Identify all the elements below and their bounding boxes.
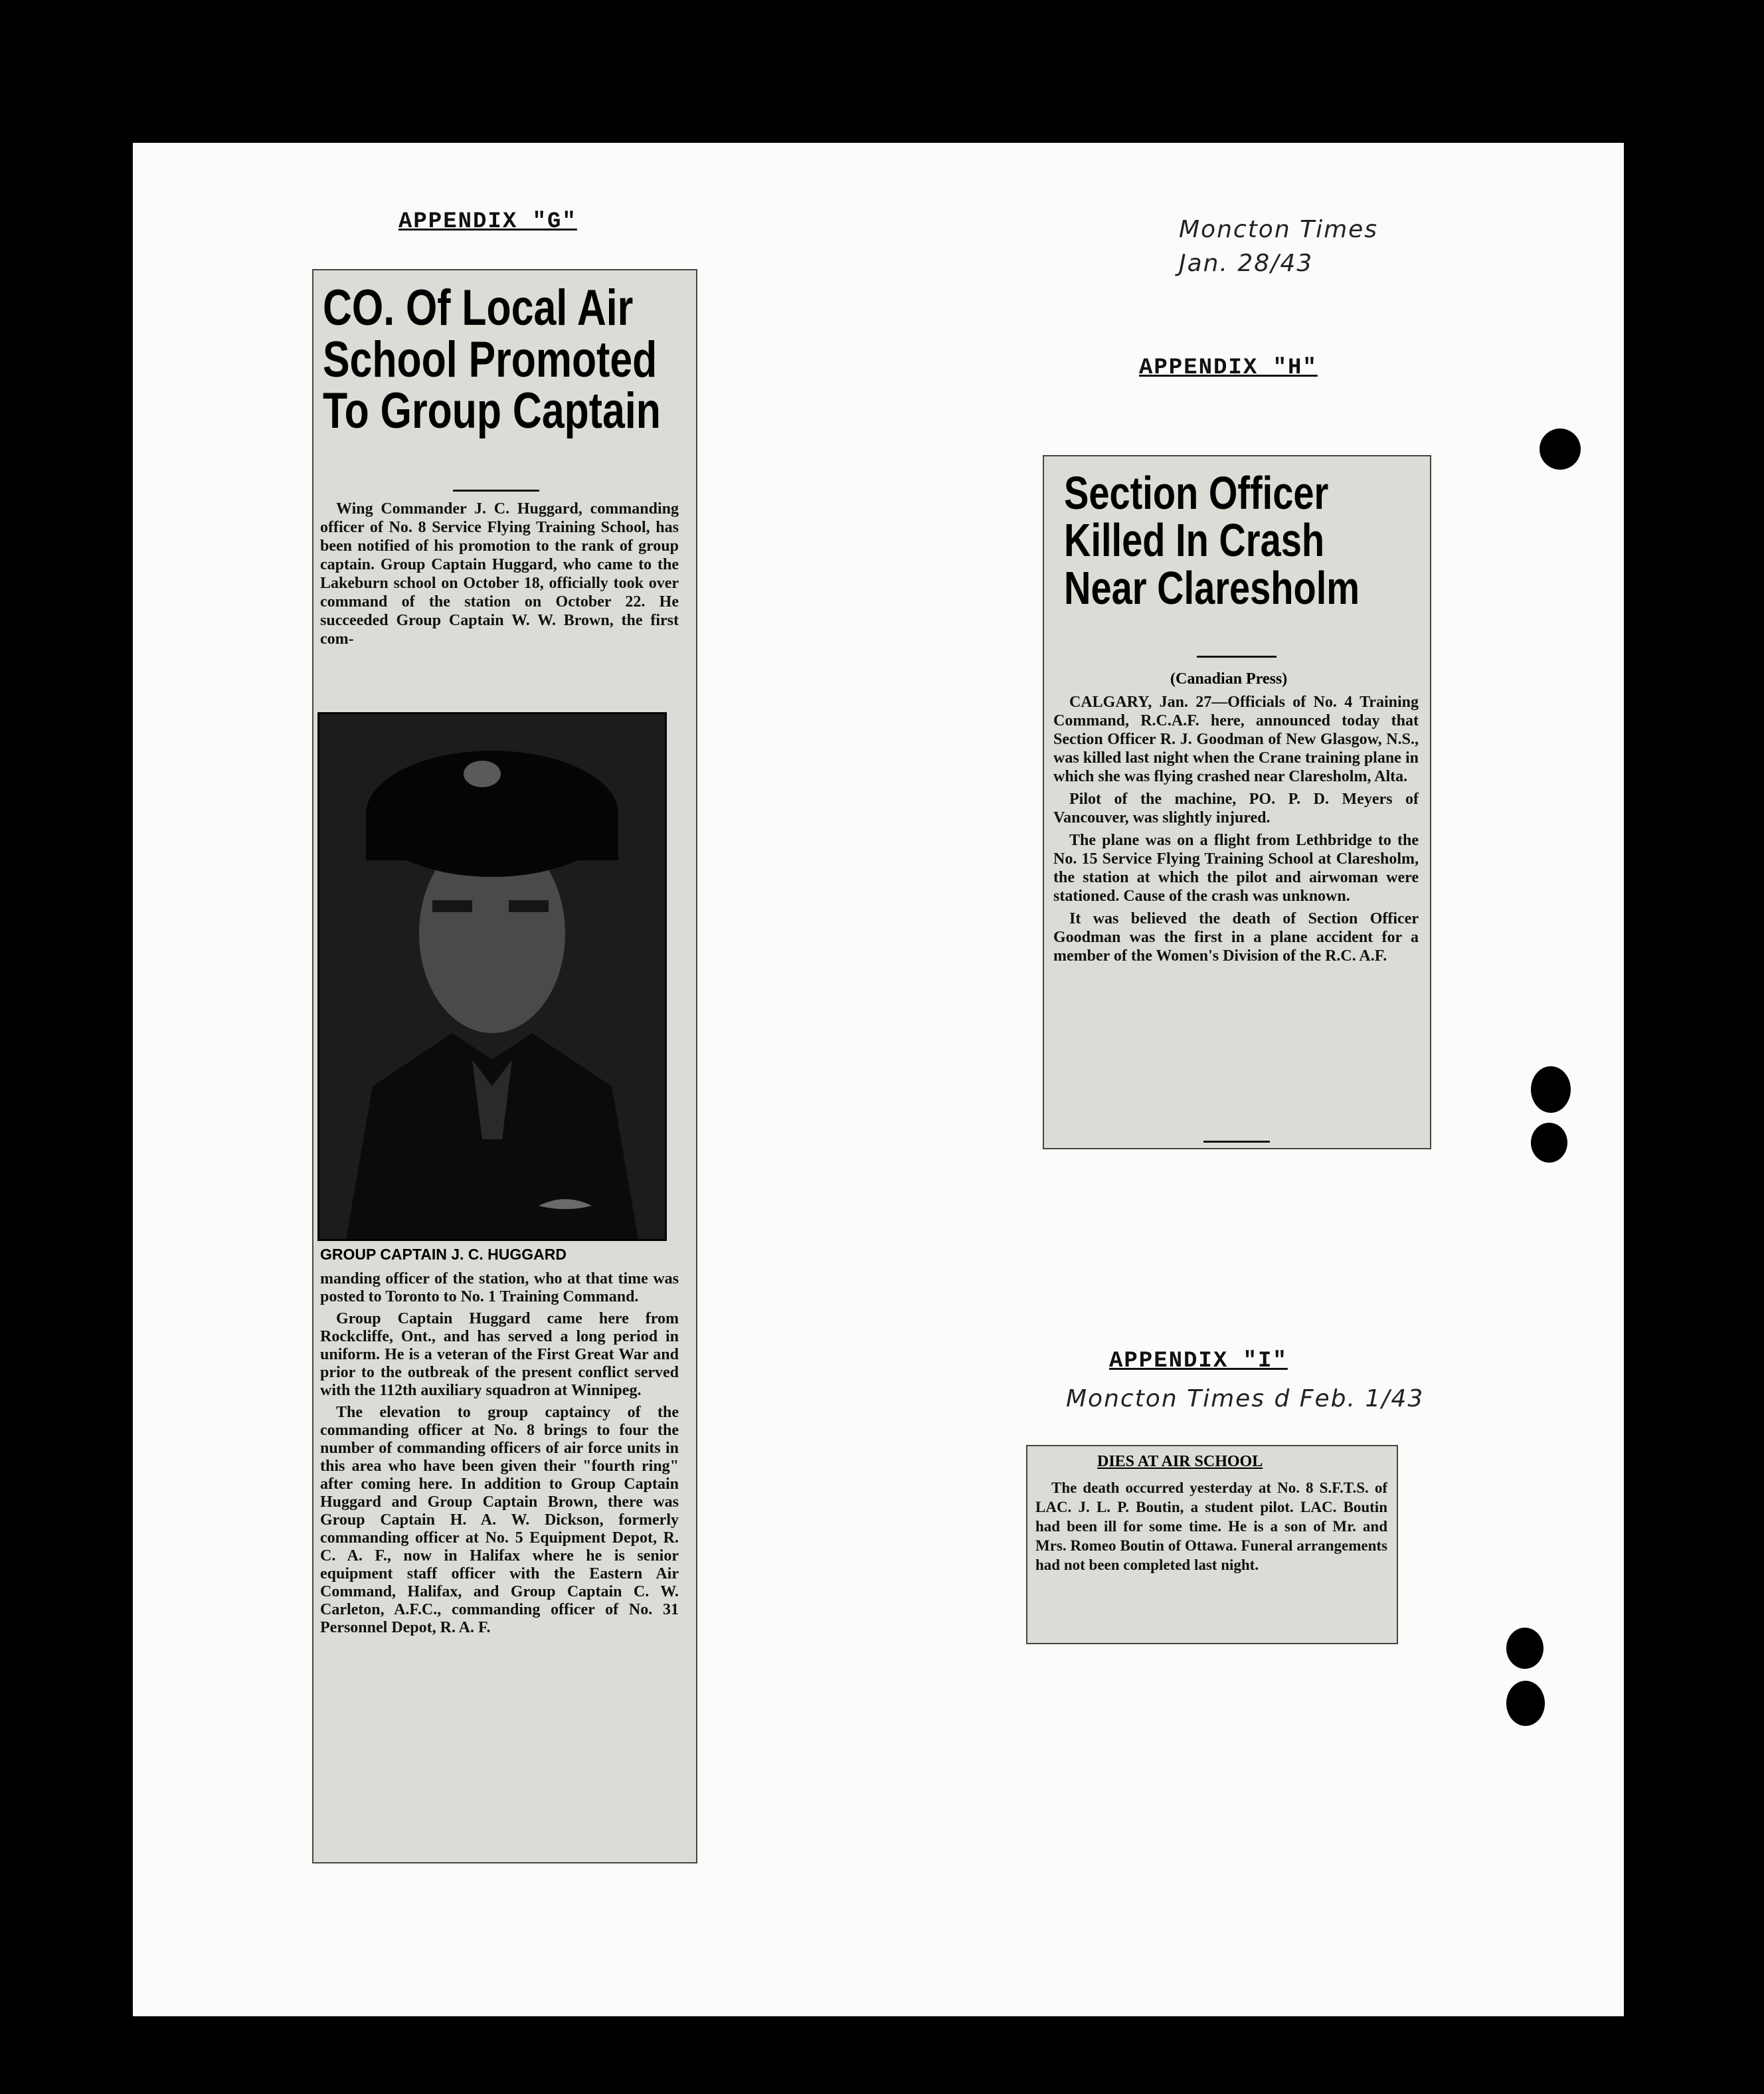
source-note-line: Jan. 28/43 xyxy=(1179,250,1314,277)
appendix-i-headline: DIES AT AIR SCHOOL xyxy=(1097,1453,1263,1470)
article-paragraph: The death occurred yesterday at No. 8 S.F.T.S. of LAC. J. L. P. Boutin, a student pilot. LAC. Boutin had been ill for some time. He is a son of Mr. and Mrs. Romeo Boutin of Ottawa. Funeral arrangements had not been completed last night. xyxy=(1035,1479,1387,1573)
binder-hole xyxy=(1531,1123,1567,1163)
appendix-i-body xyxy=(1035,1478,1387,1578)
binder-hole xyxy=(1540,428,1581,470)
portrait-image xyxy=(319,714,665,1239)
headline-line: School Promoted xyxy=(323,331,658,388)
appendix-h-body xyxy=(1053,693,1419,969)
headline-line: Near Claresholm xyxy=(1064,561,1360,614)
handwritten-source-note xyxy=(1179,216,1378,277)
appendix-i-clipping xyxy=(1026,1445,1398,1644)
appendix-h-headline xyxy=(1064,467,1360,614)
headline-line: Killed In Crash xyxy=(1064,514,1325,567)
binder-hole xyxy=(1531,1066,1571,1113)
source-note-line: Moncton Times xyxy=(1179,216,1379,243)
headline-line: CO. Of Local Air xyxy=(323,280,634,336)
article-paragraph: CALGARY, Jan. 27—Officials of No. 4 Training Command, R.C.A.F. here, announced today that Section Officer R. J. Goodman of New Glasgow, N.S., was killed last night when the Crane training plane in which she was flying crashed near Claresholm, Alta. xyxy=(1053,694,1419,785)
portrait-caption: GROUP CAPTAIN J. C. HUGGARD xyxy=(320,1246,567,1263)
binder-hole xyxy=(1506,1681,1545,1726)
handwritten-date-note: Moncton Times d Feb. 1/43 xyxy=(1066,1385,1425,1412)
appendix-g-clipping xyxy=(312,269,697,1863)
binder-hole xyxy=(1506,1628,1544,1669)
continued-paragraph: Group Captain Huggard came here from Rockcliffe, Ont., and has served a long period in uniform. He is a veteran of the First Great War and prior to the outbreak of the present conflict served with the 112th auxiliary squadron at Winnipeg. xyxy=(320,1310,679,1399)
appendix-i-label: APPENDIX "I" xyxy=(1109,1349,1288,1374)
headline-rule xyxy=(1197,656,1277,658)
article-paragraph: Pilot of the machine, PO. P. D. Meyers of Vancouver, was slightly injured. xyxy=(1053,791,1419,826)
intro-paragraph: Wing Commander J. C. Huggard, commanding officer of No. 8 Service Flying Training School, has been notified of his promotion to the rank of group captain. Group Captain Huggard, who came to the Lakeburn school on October 18, officially took over command of the station on October 22. He succeeded Group Captain W. W. Brown, the first com- xyxy=(320,500,679,648)
appendix-g-continued xyxy=(320,1270,679,1641)
end-rule xyxy=(1203,1141,1270,1143)
continued-paragraph: The elevation to group captaincy of the commanding officer at No. 8 brings to four the number of commanding officers of air force units in this area who have been given their "fourth ring" after coming here. In addition to Group Captain Huggard and Group Captain Brown, there was Group Captain H. A. W. Dickson, formerly commanding officer at No. 5 Equipment Depot, R. C. A. F., now in Halifax where he is senior equipment staff officer with the Eastern Air Command, Halifax, and Group Captain C. W. Carleton, A.F.C., commanding officer of No. 31 Personnel Depot, R. A. F. xyxy=(320,1404,679,1636)
headline-line: Section Officer xyxy=(1064,467,1329,519)
appendix-g-headline xyxy=(323,280,661,440)
article-paragraph: It was believed the death of Section Officer Goodman was the first in a plane accident for a member of the Women's Division of the R.C. A.F. xyxy=(1053,910,1419,965)
document-page xyxy=(133,143,1624,2016)
officer-portrait xyxy=(317,712,667,1241)
article-paragraph: The plane was on a flight from Lethbridge to the No. 15 Service Flying Training School at Claresholm, the station at which the pilot and airwoman were stationed. Cause of the crash was unknown. xyxy=(1053,832,1419,905)
appendix-h-clipping xyxy=(1043,455,1431,1149)
appendix-g-intro xyxy=(320,500,679,652)
wire-byline: (Canadian Press) xyxy=(1170,670,1288,688)
continued-paragraph: manding officer of the station, who at that time was posted to Toronto to No. 1 Training Command. xyxy=(320,1270,679,1305)
headline-rule xyxy=(453,490,539,492)
appendix-g-label: APPENDIX "G" xyxy=(398,209,577,235)
headline-line: To Group Captain xyxy=(323,383,661,440)
appendix-h-label: APPENDIX "H" xyxy=(1139,355,1318,381)
